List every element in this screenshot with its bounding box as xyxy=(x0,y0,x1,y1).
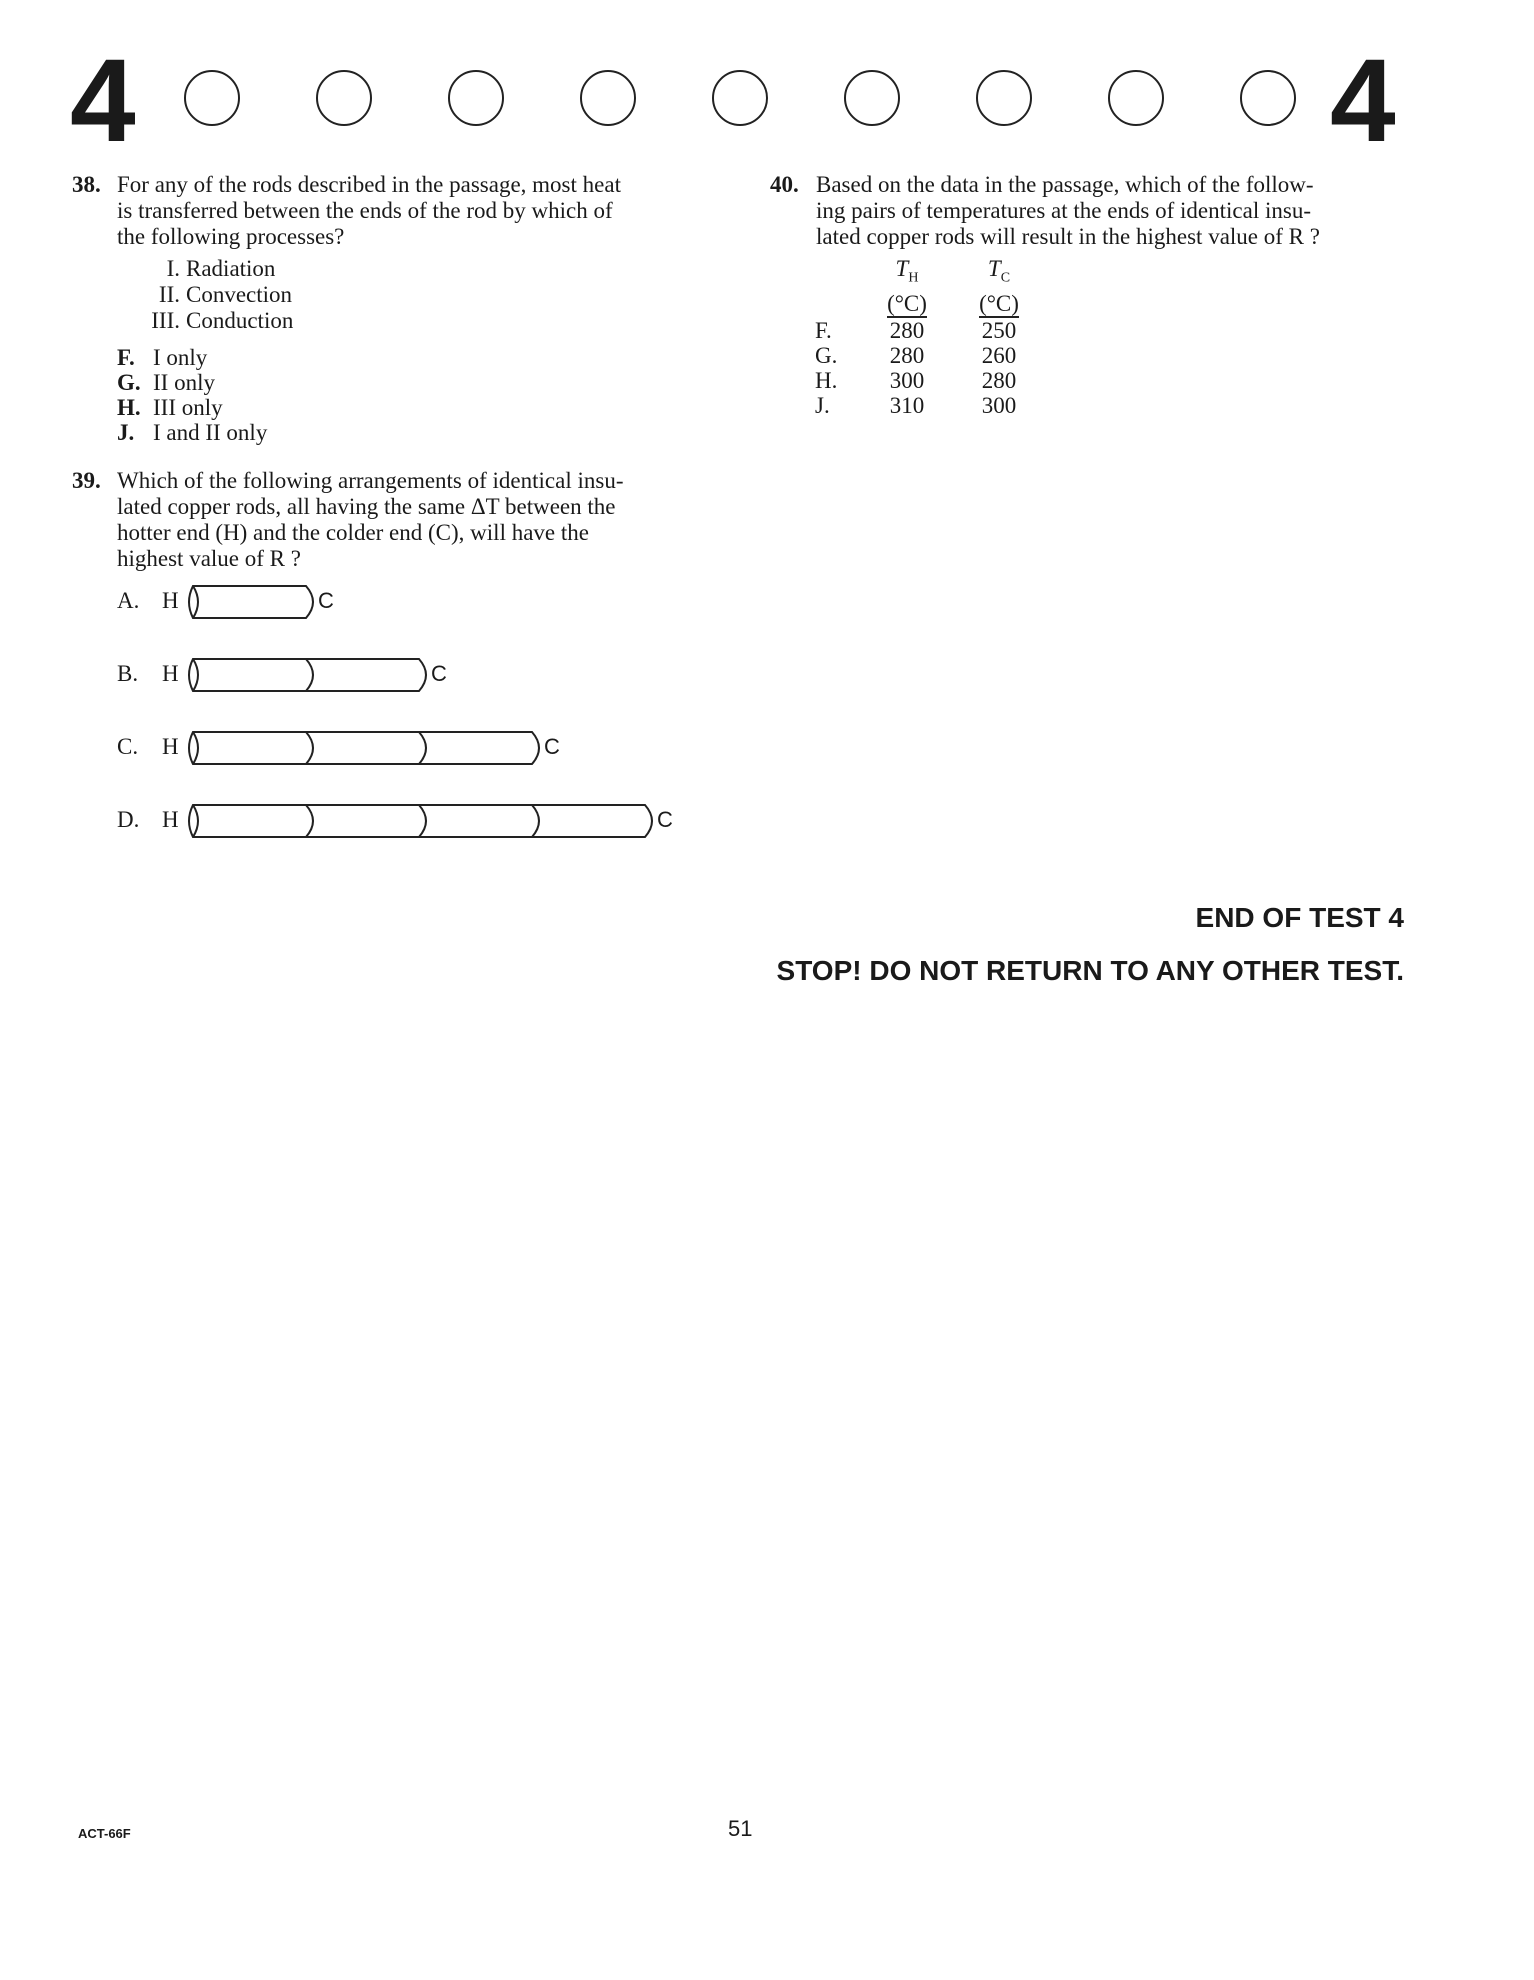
roman-item xyxy=(130,282,292,308)
option-text: I and II only xyxy=(153,420,268,445)
question-text-line: ing pairs of temperatures at the ends of identical insu- xyxy=(816,198,1311,223)
rod-joint xyxy=(306,732,313,764)
option-letter: J. xyxy=(117,420,135,445)
question-text-line: hotter end (H) and the colder end (C), will have the xyxy=(117,520,589,545)
unit-label: (°C) xyxy=(979,290,1019,316)
roman-item xyxy=(130,256,275,282)
option-letter: C. xyxy=(117,734,139,759)
rod-joint xyxy=(306,805,313,837)
page-number: 51 xyxy=(728,1816,753,1841)
decorative-circle-icon xyxy=(1240,70,1296,126)
roman-text: Convection xyxy=(186,282,293,307)
tc-value: 300 xyxy=(981,392,1017,418)
tc-value: 250 xyxy=(981,317,1017,343)
hot-end-label: H xyxy=(162,734,179,759)
question-number: 38. xyxy=(72,172,101,197)
question-text-line: Based on the data in the passage, which of the follow- xyxy=(816,172,1314,197)
rod-end-face xyxy=(193,659,198,691)
option-letter: G. xyxy=(815,342,838,368)
answer-option[interactable] xyxy=(117,345,207,370)
decorative-circle-icon xyxy=(184,70,240,126)
th-value: 310 xyxy=(889,392,925,418)
header-tc: $T_C$ xyxy=(987,256,1011,286)
question-text-line: is transferred between the ends of the rod by which of xyxy=(117,198,613,223)
question-text-line: lated copper rods will result in the highest value of R ? xyxy=(816,224,1320,249)
question-text-line: the following processes? xyxy=(117,224,345,249)
rod-outline xyxy=(189,732,539,764)
rod-outline xyxy=(189,586,313,618)
hot-end-label: H xyxy=(162,661,179,686)
option-text: III only xyxy=(153,395,223,420)
rod-outline xyxy=(189,659,426,691)
option-letter: H. xyxy=(117,395,141,420)
rod-arrangement-diagram xyxy=(185,803,655,839)
option-letter: A. xyxy=(117,588,140,613)
unit-label: (°C) xyxy=(887,290,927,316)
roman-text: Conduction xyxy=(186,308,294,333)
roman-item xyxy=(130,308,293,334)
th-value: 280 xyxy=(889,317,925,343)
option-letter: H. xyxy=(815,367,838,393)
question-text-line: Which of the following arrangements of identical insu- xyxy=(117,468,624,493)
cold-end-label: C xyxy=(657,807,673,832)
cold-end-label: C xyxy=(544,734,560,759)
option-text: II only xyxy=(153,370,215,395)
form-code: ACT-66F xyxy=(78,1826,131,1841)
tc-value: 260 xyxy=(981,342,1017,368)
rod-end-face xyxy=(193,805,198,837)
question-number: 39. xyxy=(72,468,101,493)
end-of-test-label: END OF TEST 4 xyxy=(1195,902,1404,933)
cold-end-label: C xyxy=(431,661,447,686)
decorative-circle-icon xyxy=(712,70,768,126)
hot-end-label: H xyxy=(162,807,179,832)
table-row[interactable] xyxy=(815,343,1045,368)
question-number: 40. xyxy=(770,172,799,197)
roman-numeral: II. xyxy=(158,282,180,307)
temperature-table xyxy=(815,256,1045,418)
decorative-circle-icon xyxy=(844,70,900,126)
hot-end-label: H xyxy=(162,588,179,613)
roman-text: Radiation xyxy=(186,256,276,281)
answer-option[interactable] xyxy=(117,370,215,395)
tc-value: 280 xyxy=(981,367,1017,393)
answer-option[interactable] xyxy=(117,420,267,445)
decorative-circle-icon xyxy=(580,70,636,126)
decorative-circle-icon xyxy=(448,70,504,126)
table-row[interactable] xyxy=(815,393,1045,418)
rod-joint xyxy=(419,732,426,764)
option-letter: G. xyxy=(117,370,141,395)
rod-arrangement-diagram xyxy=(185,730,542,766)
decorative-circle-icon xyxy=(1108,70,1164,126)
rod-arrangement-diagram xyxy=(185,584,316,620)
th-value: 280 xyxy=(889,342,925,368)
option-letter: F. xyxy=(117,345,135,370)
roman-numeral: I. xyxy=(166,256,180,281)
rod-end-face xyxy=(193,586,198,618)
option-letter: F. xyxy=(815,317,832,343)
roman-numeral: III. xyxy=(151,308,180,333)
table-row[interactable] xyxy=(815,368,1045,393)
section-number-left: 4 xyxy=(70,35,136,167)
rod-joint xyxy=(419,805,426,837)
question-text-line: lated copper rods, all having the same ΔT between the xyxy=(117,494,616,519)
question-text-line: For any of the rods described in the passage, most heat xyxy=(117,172,621,197)
section-number-right: 4 xyxy=(1330,35,1396,167)
decorative-circle-icon xyxy=(316,70,372,126)
answer-option[interactable] xyxy=(117,395,223,420)
cold-end-label: C xyxy=(318,588,334,613)
option-letter: B. xyxy=(117,661,139,686)
option-text: I only xyxy=(153,345,208,370)
rod-end-face xyxy=(193,732,198,764)
stop-instruction: STOP! DO NOT RETURN TO ANY OTHER TEST. xyxy=(776,955,1404,986)
rod-joint xyxy=(306,659,313,691)
header-th: $T_H$ xyxy=(895,256,919,286)
table-row[interactable] xyxy=(815,318,1045,343)
question-text-line: highest value of R ? xyxy=(117,546,301,571)
option-letter: J. xyxy=(815,392,830,418)
rod-joint xyxy=(532,805,539,837)
th-value: 300 xyxy=(889,367,925,393)
decorative-circle-icon xyxy=(976,70,1032,126)
option-letter: D. xyxy=(117,807,140,832)
rod-outline xyxy=(189,805,652,837)
rod-arrangement-diagram xyxy=(185,657,429,693)
